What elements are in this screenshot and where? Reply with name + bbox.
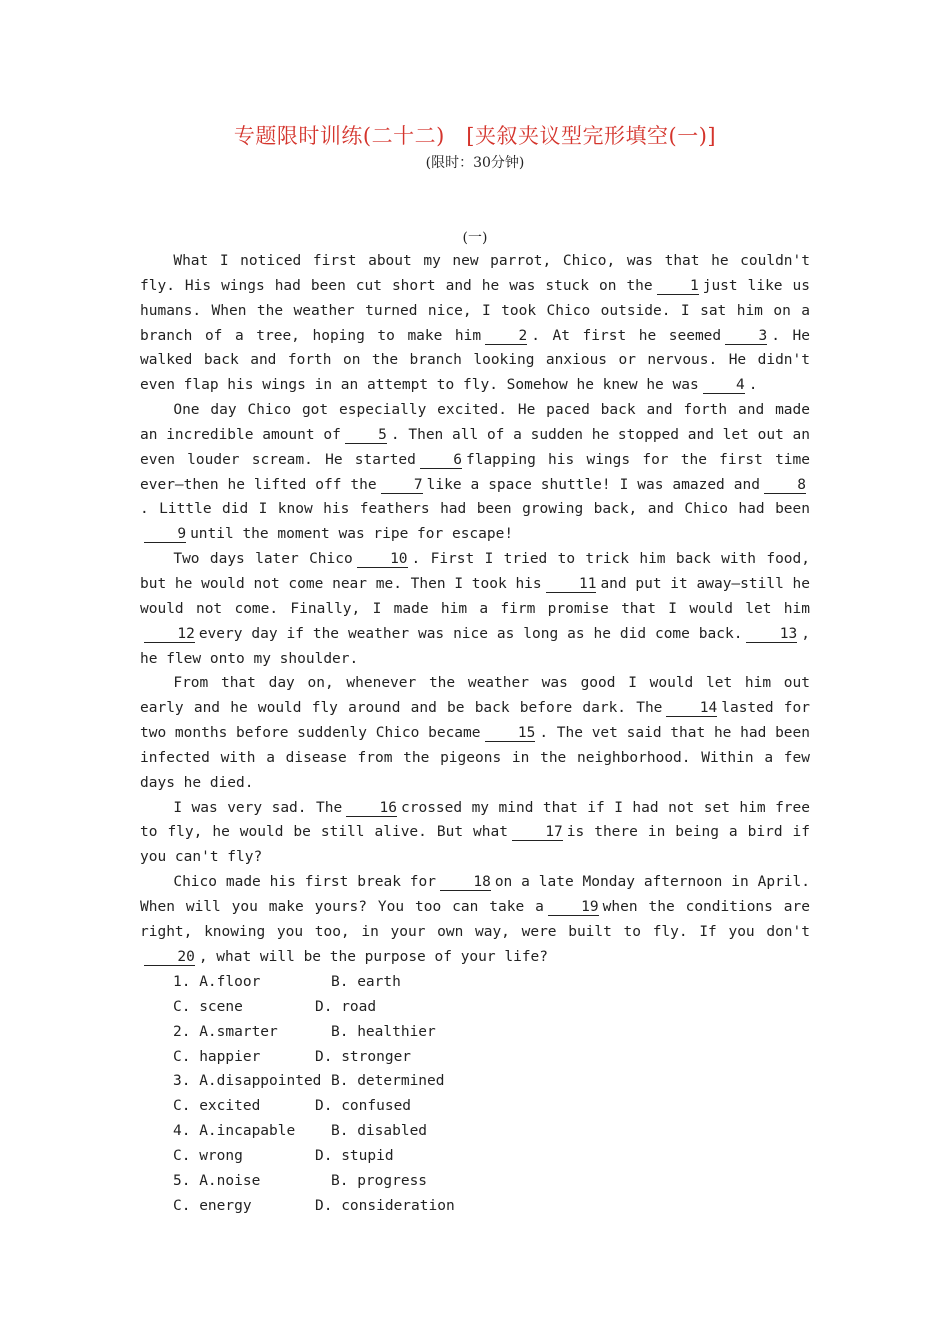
text: . The vet said that he had been infected with a disease from the pigeons in the neighborhood. Within a few days he died. (140, 725, 810, 791)
text: . Little did I know his feathers had been growing back, and Chico had been (140, 501, 810, 518)
option-d: D. confused (315, 1098, 412, 1115)
text: every day if the weather was nice as long as he did come back. (198, 625, 743, 642)
option-a: 1. A.floor (173, 974, 261, 990)
text: I was very sad. The (173, 799, 343, 816)
option-d: D. consideration (315, 1197, 455, 1214)
option-row-2-ab (173, 1020, 455, 1045)
text: . First I tried to trick him back with food, but he would not come near me. Then I took his (140, 551, 810, 592)
text: when the conditions are right, knowing you too, in your own way, were built to fly. If you don't (140, 898, 810, 940)
paragraph-1 (140, 249, 810, 398)
option-a: 2. A.smarter (173, 1023, 278, 1040)
option-c: C. scene (173, 998, 243, 1015)
option-d: D. road (315, 998, 377, 1015)
text: Two days later Chico (173, 551, 353, 568)
option-c: C. happier (173, 1048, 261, 1065)
answer-options (173, 970, 455, 1218)
text: just like us humans. When the weather turned nice, I took Chico outside. I sat him on a branch of a tree, hoping to make him (140, 277, 810, 344)
text: like a space shuttle! I was amazed and (426, 476, 760, 493)
text: . Then all of a sudden he stopped and let out an even louder scream. He started (140, 426, 810, 468)
paragraph-4 (140, 671, 810, 795)
option-b: B. earth (331, 974, 401, 990)
option-b: B. progress (331, 1172, 428, 1189)
blank-15: 15 (485, 725, 536, 742)
text: Chico made his first break for (173, 874, 436, 891)
text: flapping his wings for the first time ever—then he lifted off the (140, 451, 810, 493)
text: , what will be the purpose of your life? (198, 948, 549, 965)
blank-8: 8 (764, 477, 806, 494)
option-row-1-ab (173, 970, 455, 995)
option-a: 5. A.noise (173, 1172, 261, 1189)
option-c: C. excited (173, 1098, 261, 1115)
option-a: 3. A.disappointed (173, 1073, 322, 1090)
blank-6: 6 (420, 452, 462, 469)
section-label: (一) (462, 230, 488, 246)
page-title: 专题限时训练(二十二) [夹叙夹议型完形填空(一)] (233, 124, 717, 148)
text: on a late Monday afternoon in April. When will you make yours? You too can take a (140, 874, 810, 915)
option-row-4-cd (173, 1144, 455, 1169)
passage (140, 249, 810, 969)
option-a: 4. A.incapable (173, 1123, 296, 1140)
option-row-1-cd (173, 995, 455, 1020)
blank-2: 2 (485, 328, 527, 345)
blank-10: 10 (357, 551, 408, 568)
blank-1: 1 (657, 278, 699, 295)
blank-17: 17 (512, 824, 563, 841)
text: crossed my mind that if I had not set him free to fly, he would be still alive. But what (140, 799, 810, 841)
option-b: B. healthier (331, 1023, 436, 1040)
time-limit: (限时：30分钟) (425, 155, 525, 171)
option-c: C. energy (173, 1197, 252, 1214)
option-row-2-cd (173, 1045, 455, 1070)
blank-9: 9 (144, 526, 186, 543)
option-d: D. stupid (315, 1147, 394, 1164)
blank-4: 4 (703, 377, 745, 394)
blank-16: 16 (346, 800, 397, 817)
text: . (748, 377, 758, 394)
paragraph-2 (140, 398, 810, 547)
option-c: C. wrong (173, 1147, 243, 1164)
blank-18: 18 (440, 874, 491, 891)
text: lasted for two months before suddenly Chico became (140, 700, 810, 742)
blank-13: 13 (746, 626, 797, 643)
text: What I noticed first about my new parrot, Chico, was that he couldn't fly. His wings had been cut short and he was stuck on the (140, 253, 810, 294)
text: One day Chico got especially excited. He paced back and forth and made an incredible amount of (140, 402, 810, 443)
option-row-5-cd (173, 1194, 455, 1219)
text: until the moment was ripe for escape! (190, 526, 514, 543)
blank-19: 19 (548, 899, 599, 916)
blank-11: 11 (546, 576, 597, 593)
text: , he flew onto my shoulder. (140, 625, 810, 667)
option-row-3-cd (173, 1094, 455, 1119)
blank-12: 12 (144, 626, 195, 643)
blank-3: 3 (725, 328, 767, 345)
option-row-4-ab (173, 1119, 455, 1144)
paragraph-6 (140, 870, 810, 969)
blank-5: 5 (345, 427, 387, 444)
option-row-3-ab (173, 1069, 455, 1094)
text: From that day on, whenever the weather was good I would let him out early and he would fly around and be back before dark. The (140, 675, 810, 717)
option-d: D. stronger (315, 1048, 412, 1065)
text: is there in being a bird if you can't fly? (140, 824, 811, 866)
blank-7: 7 (381, 477, 423, 494)
option-b: B. determined (331, 1073, 445, 1090)
option-row-5-ab (173, 1169, 455, 1194)
text: . He walked back and forth on the branch looking anxious or nervous. He didn't even flap his wings in an attempt to fly. Somehow he knew he was (140, 327, 810, 394)
blank-20: 20 (144, 949, 195, 966)
blank-14: 14 (666, 700, 717, 717)
option-b: B. disabled (331, 1123, 428, 1140)
paragraph-5 (140, 796, 810, 871)
text: . At first he seemed (531, 327, 722, 344)
paragraph-3 (140, 547, 810, 671)
text: and put it away—still he would not come. Finally, I made him a firm promise that I would let him (140, 575, 810, 617)
